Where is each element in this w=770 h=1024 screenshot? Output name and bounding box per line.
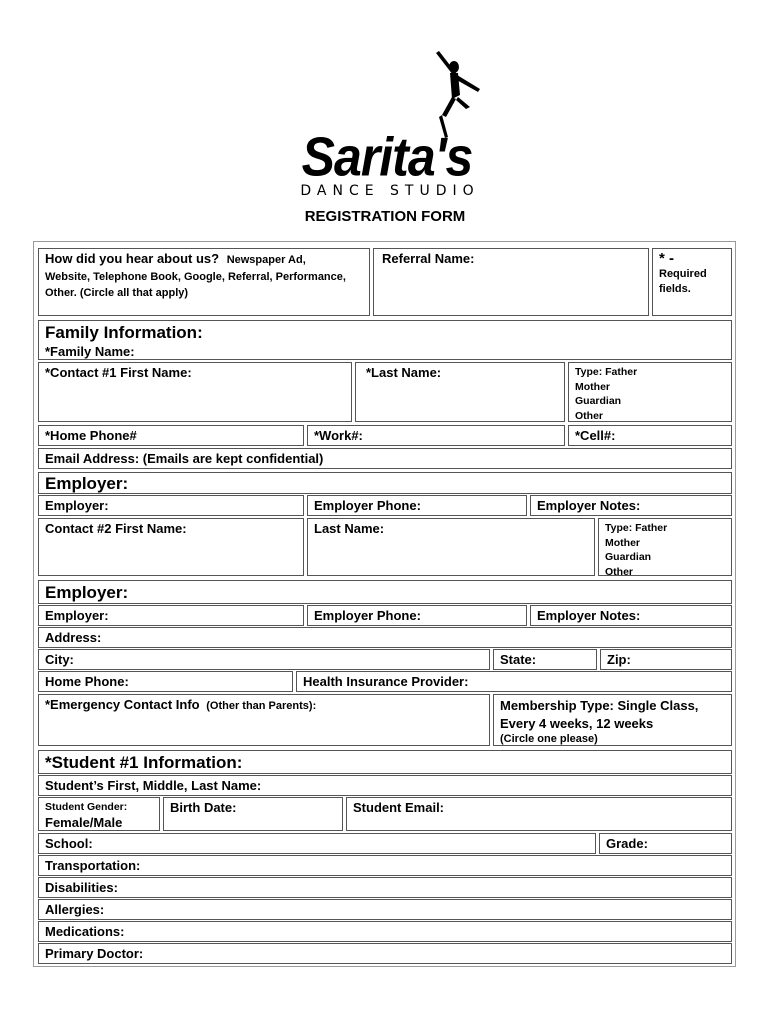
contact1-first-name-field[interactable]	[38, 362, 352, 422]
employer2-field[interactable]	[38, 605, 304, 626]
home-phone-2-label: Home Phone:	[45, 674, 129, 689]
hear-question: How did you hear about us?	[45, 251, 220, 266]
employer1-field[interactable]	[38, 495, 304, 516]
contact1-type-options[interactable]	[568, 362, 732, 422]
type-other: Other	[575, 409, 604, 422]
emergency-label: *Emergency Contact Info	[45, 697, 200, 712]
allergies-label: Allergies:	[45, 902, 105, 917]
required-text-1: Required	[659, 268, 707, 280]
type-other: Other	[605, 565, 634, 576]
employer1-notes-field[interactable]	[530, 495, 732, 516]
transportation-label: Transportation:	[45, 858, 141, 873]
employer1-phone-field[interactable]	[307, 495, 527, 516]
required-text-2: fields.	[659, 282, 691, 295]
hear-about-field[interactable]	[38, 248, 370, 316]
contact2-last-name-field[interactable]	[307, 518, 595, 576]
employer2-phone-label: Employer Phone:	[314, 608, 421, 623]
membership-text-1: Membership Type: Single Class,	[500, 698, 699, 713]
type-father: Type: Father	[575, 366, 638, 378]
insurance-label: Health Insurance Provider:	[303, 674, 469, 689]
work-phone-field[interactable]	[307, 425, 565, 446]
primary-doctor-label: Primary Doctor:	[45, 946, 144, 961]
birth-date-field[interactable]	[163, 797, 343, 831]
primary-doctor-field[interactable]	[38, 943, 732, 964]
state-field[interactable]	[493, 649, 597, 670]
medications-field[interactable]	[38, 921, 732, 942]
contact1-last-label: *Last Name:	[366, 365, 442, 380]
zip-field[interactable]	[600, 649, 732, 670]
type-guardian: Guardian	[605, 551, 652, 563]
zip-label: Zip:	[607, 652, 631, 667]
home-phone-2-field[interactable]	[38, 671, 293, 692]
family-heading-title: Family Information:	[45, 323, 203, 342]
membership-note: (Circle one please)	[500, 733, 598, 745]
emergency-note: (Other than Parents):	[206, 700, 317, 712]
employer2-notes-label: Employer Notes:	[537, 608, 641, 623]
referral-name-field[interactable]	[373, 248, 649, 316]
family-heading	[38, 320, 732, 360]
employer2-heading: Employer:	[38, 580, 732, 604]
student-email-label: Student Email:	[353, 800, 445, 815]
contact2-first-name-field[interactable]	[38, 518, 304, 576]
membership-text-2: Every 4 weeks, 12 weeks	[500, 716, 654, 731]
student-name-label: Student’s First, Middle, Last Name:	[45, 778, 262, 793]
type-guardian: Guardian	[575, 395, 622, 407]
student-name-field[interactable]	[38, 775, 732, 796]
state-label: State:	[500, 652, 537, 667]
hear-options-2: Website, Telephone Book, Google, Referral, Performance,	[45, 270, 346, 283]
employer1-label: Employer:	[45, 498, 109, 513]
student-email-field[interactable]	[346, 797, 732, 831]
logo-wordmark: Sarita's	[301, 126, 473, 188]
grade-field[interactable]	[599, 833, 732, 854]
employer2-notes-field[interactable]	[530, 605, 732, 626]
city-field[interactable]	[38, 649, 490, 670]
type-mother: Mother	[575, 380, 610, 393]
studio-logo	[270, 45, 500, 205]
family-name-field[interactable]: *Family Name:	[45, 344, 135, 359]
referral-label: Referral Name:	[382, 251, 475, 266]
cell-phone-field[interactable]	[568, 425, 732, 446]
home-phone-label: *Home Phone#	[45, 428, 137, 443]
employer1-notes-label: Employer Notes:	[537, 498, 641, 513]
grade-label: Grade:	[606, 836, 648, 851]
cell-phone-label: *Cell#:	[575, 428, 616, 443]
membership-type-field[interactable]	[493, 694, 732, 746]
gender-options: Female/Male	[45, 814, 123, 830]
contact2-type-options[interactable]	[598, 518, 732, 576]
city-label: City:	[45, 652, 74, 667]
school-field[interactable]	[38, 833, 596, 854]
disabilities-label: Disabilities:	[45, 880, 118, 895]
employer1-phone-label: Employer Phone:	[314, 498, 421, 513]
transportation-field[interactable]	[38, 855, 732, 876]
contact2-first-label: Contact #2 First Name:	[45, 521, 187, 536]
employer2-phone-field[interactable]	[307, 605, 527, 626]
home-phone-field[interactable]	[38, 425, 304, 446]
work-phone-label: *Work#:	[314, 428, 363, 443]
allergies-field[interactable]	[38, 899, 732, 920]
insurance-field[interactable]	[296, 671, 732, 692]
hear-options-1: Newspaper Ad,	[226, 254, 306, 266]
school-label: School:	[45, 836, 93, 851]
contact1-last-name-field[interactable]	[355, 362, 565, 422]
email-field[interactable]	[38, 448, 732, 469]
disabilities-field[interactable]	[38, 877, 732, 898]
form-title: REGISTRATION FORM	[304, 208, 466, 225]
student-gender-field[interactable]	[38, 797, 160, 831]
medications-label: Medications:	[45, 924, 125, 939]
gender-label: Student Gender:	[45, 801, 128, 813]
birth-date-label: Birth Date:	[170, 800, 237, 815]
contact2-last-label: Last Name:	[314, 521, 385, 536]
student-heading: *Student #1 Information:	[38, 750, 732, 774]
required-legend	[652, 248, 732, 316]
type-father: Type: Father	[605, 522, 668, 534]
employer1-heading: Employer:	[38, 472, 732, 494]
employer2-label: Employer:	[45, 608, 109, 623]
hear-options-3: Other. (Circle all that apply)	[45, 287, 189, 299]
logo-subtitle: DANCE STUDIO	[300, 183, 480, 199]
required-star: * -	[659, 250, 674, 267]
emergency-contact-field[interactable]	[38, 694, 490, 746]
address-label: Address:	[45, 630, 102, 645]
type-mother: Mother	[605, 536, 640, 549]
contact1-first-label: *Contact #1 First Name:	[45, 365, 192, 380]
address-field[interactable]	[38, 627, 732, 648]
email-label: Email Address: (Emails are kept confidential)	[45, 451, 324, 466]
